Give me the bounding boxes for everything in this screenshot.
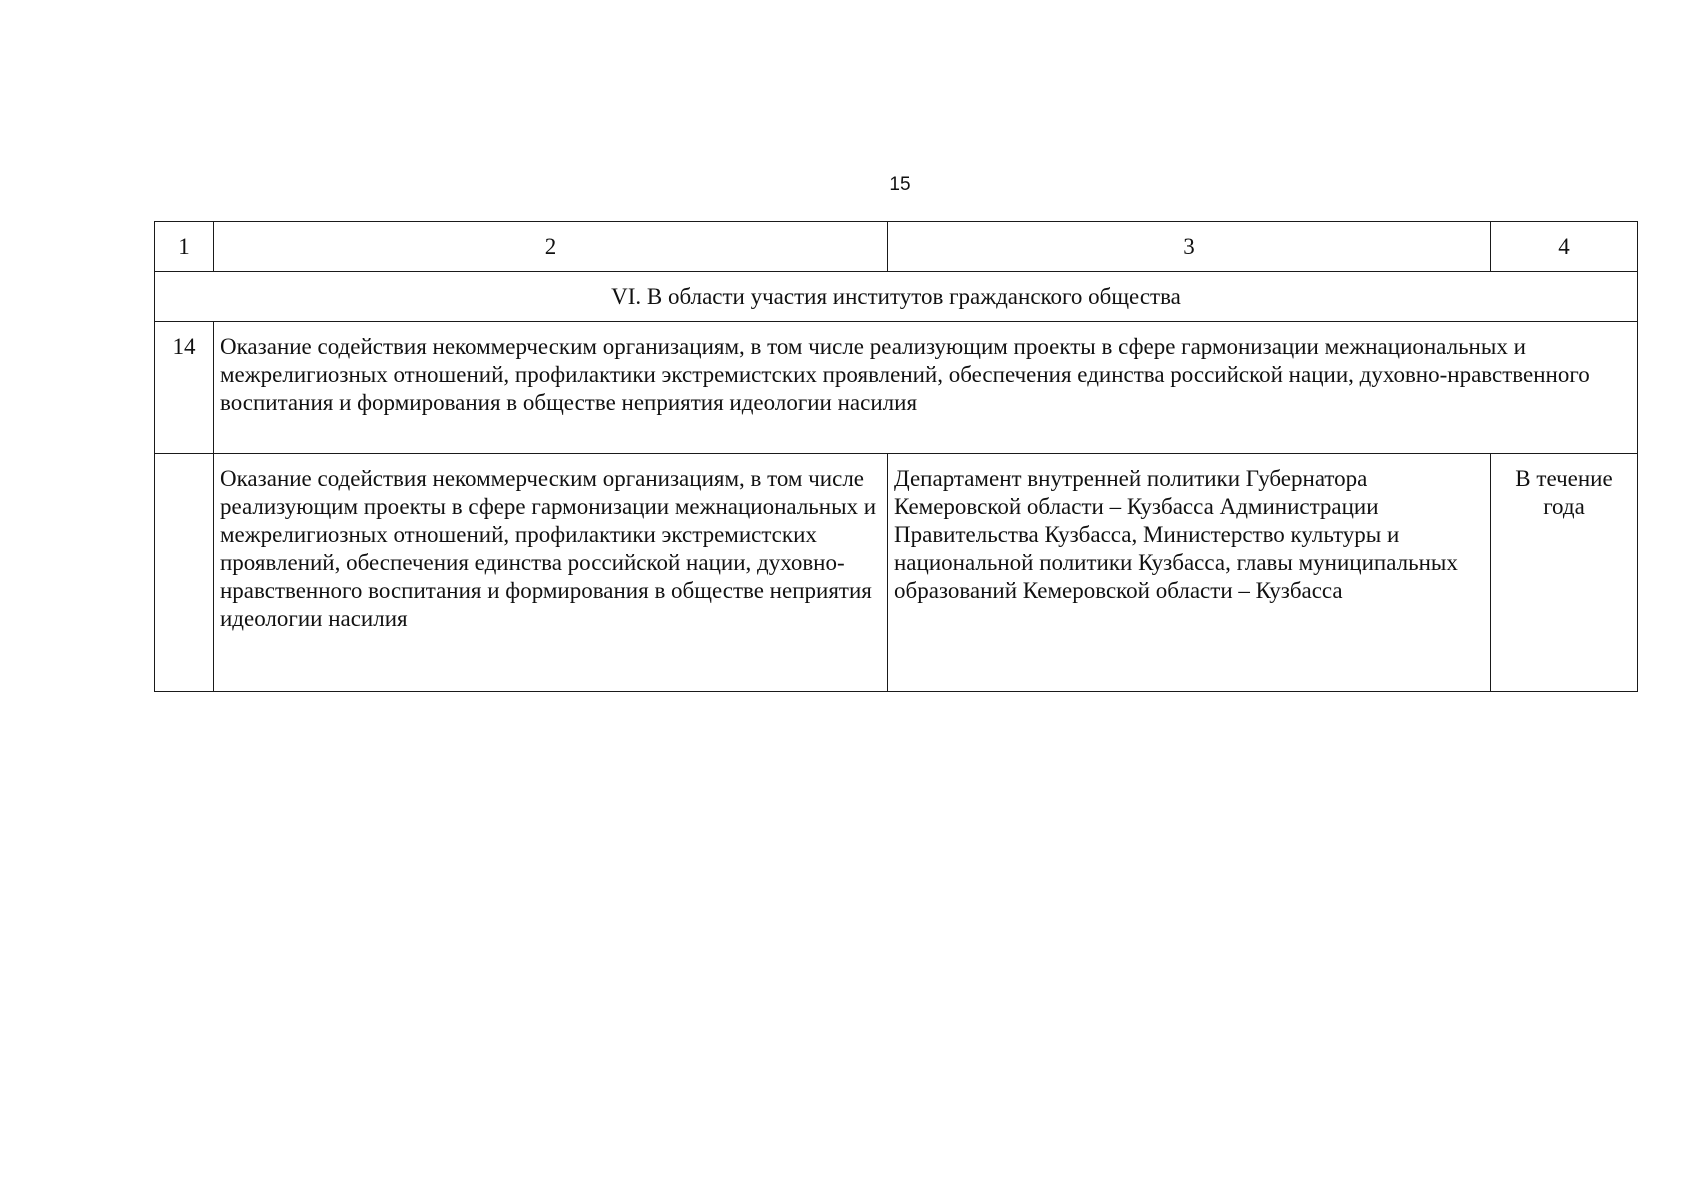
page-number: 15: [889, 174, 911, 195]
column-number-3: 3: [888, 222, 1491, 272]
detail-responsible: Департамент внутренней политики Губернатора Кемеровской области – Кузбасса Администрации Правительства Кузбасса, Министерство культуры и национальной политики Кузбасса, главы муниципальных образований Кемеровской области – Кузбасса: [888, 454, 1491, 692]
detail-number: [155, 454, 214, 692]
item-title: Оказание содействия некоммерческим организациям, в том числе реализующим проекты в сфере гармонизации межнациональных и межрелигиозных отношений, профилактики экстремистских проявлений, обеспечения единства российской нации, духовно-нравственного воспитания и формирования в обществе неприятия идеологии насилия: [214, 322, 1638, 454]
item-number: 14: [155, 322, 214, 454]
section-row: [155, 272, 1638, 322]
item-row: [155, 322, 1638, 454]
plan-table: [154, 221, 1638, 692]
section-title: VI. В области участия институтов гражданского общества: [155, 272, 1638, 322]
detail-activity: Оказание содействия некоммерческим организациям, в том числе реализующим проекты в сфере гармонизации межнациональных и межрелигиозных отношений, профилактики экстремистских проявлений, обеспечения единства российской нации, духовно-нравственного воспитания и формирования в обществе неприятия идеологии насилия: [214, 454, 888, 692]
column-number-4: 4: [1491, 222, 1638, 272]
detail-term: В течение года: [1491, 454, 1638, 692]
column-number-row: [155, 222, 1638, 272]
column-number-2: 2: [214, 222, 888, 272]
detail-row: [155, 454, 1638, 692]
column-number-1: 1: [155, 222, 214, 272]
